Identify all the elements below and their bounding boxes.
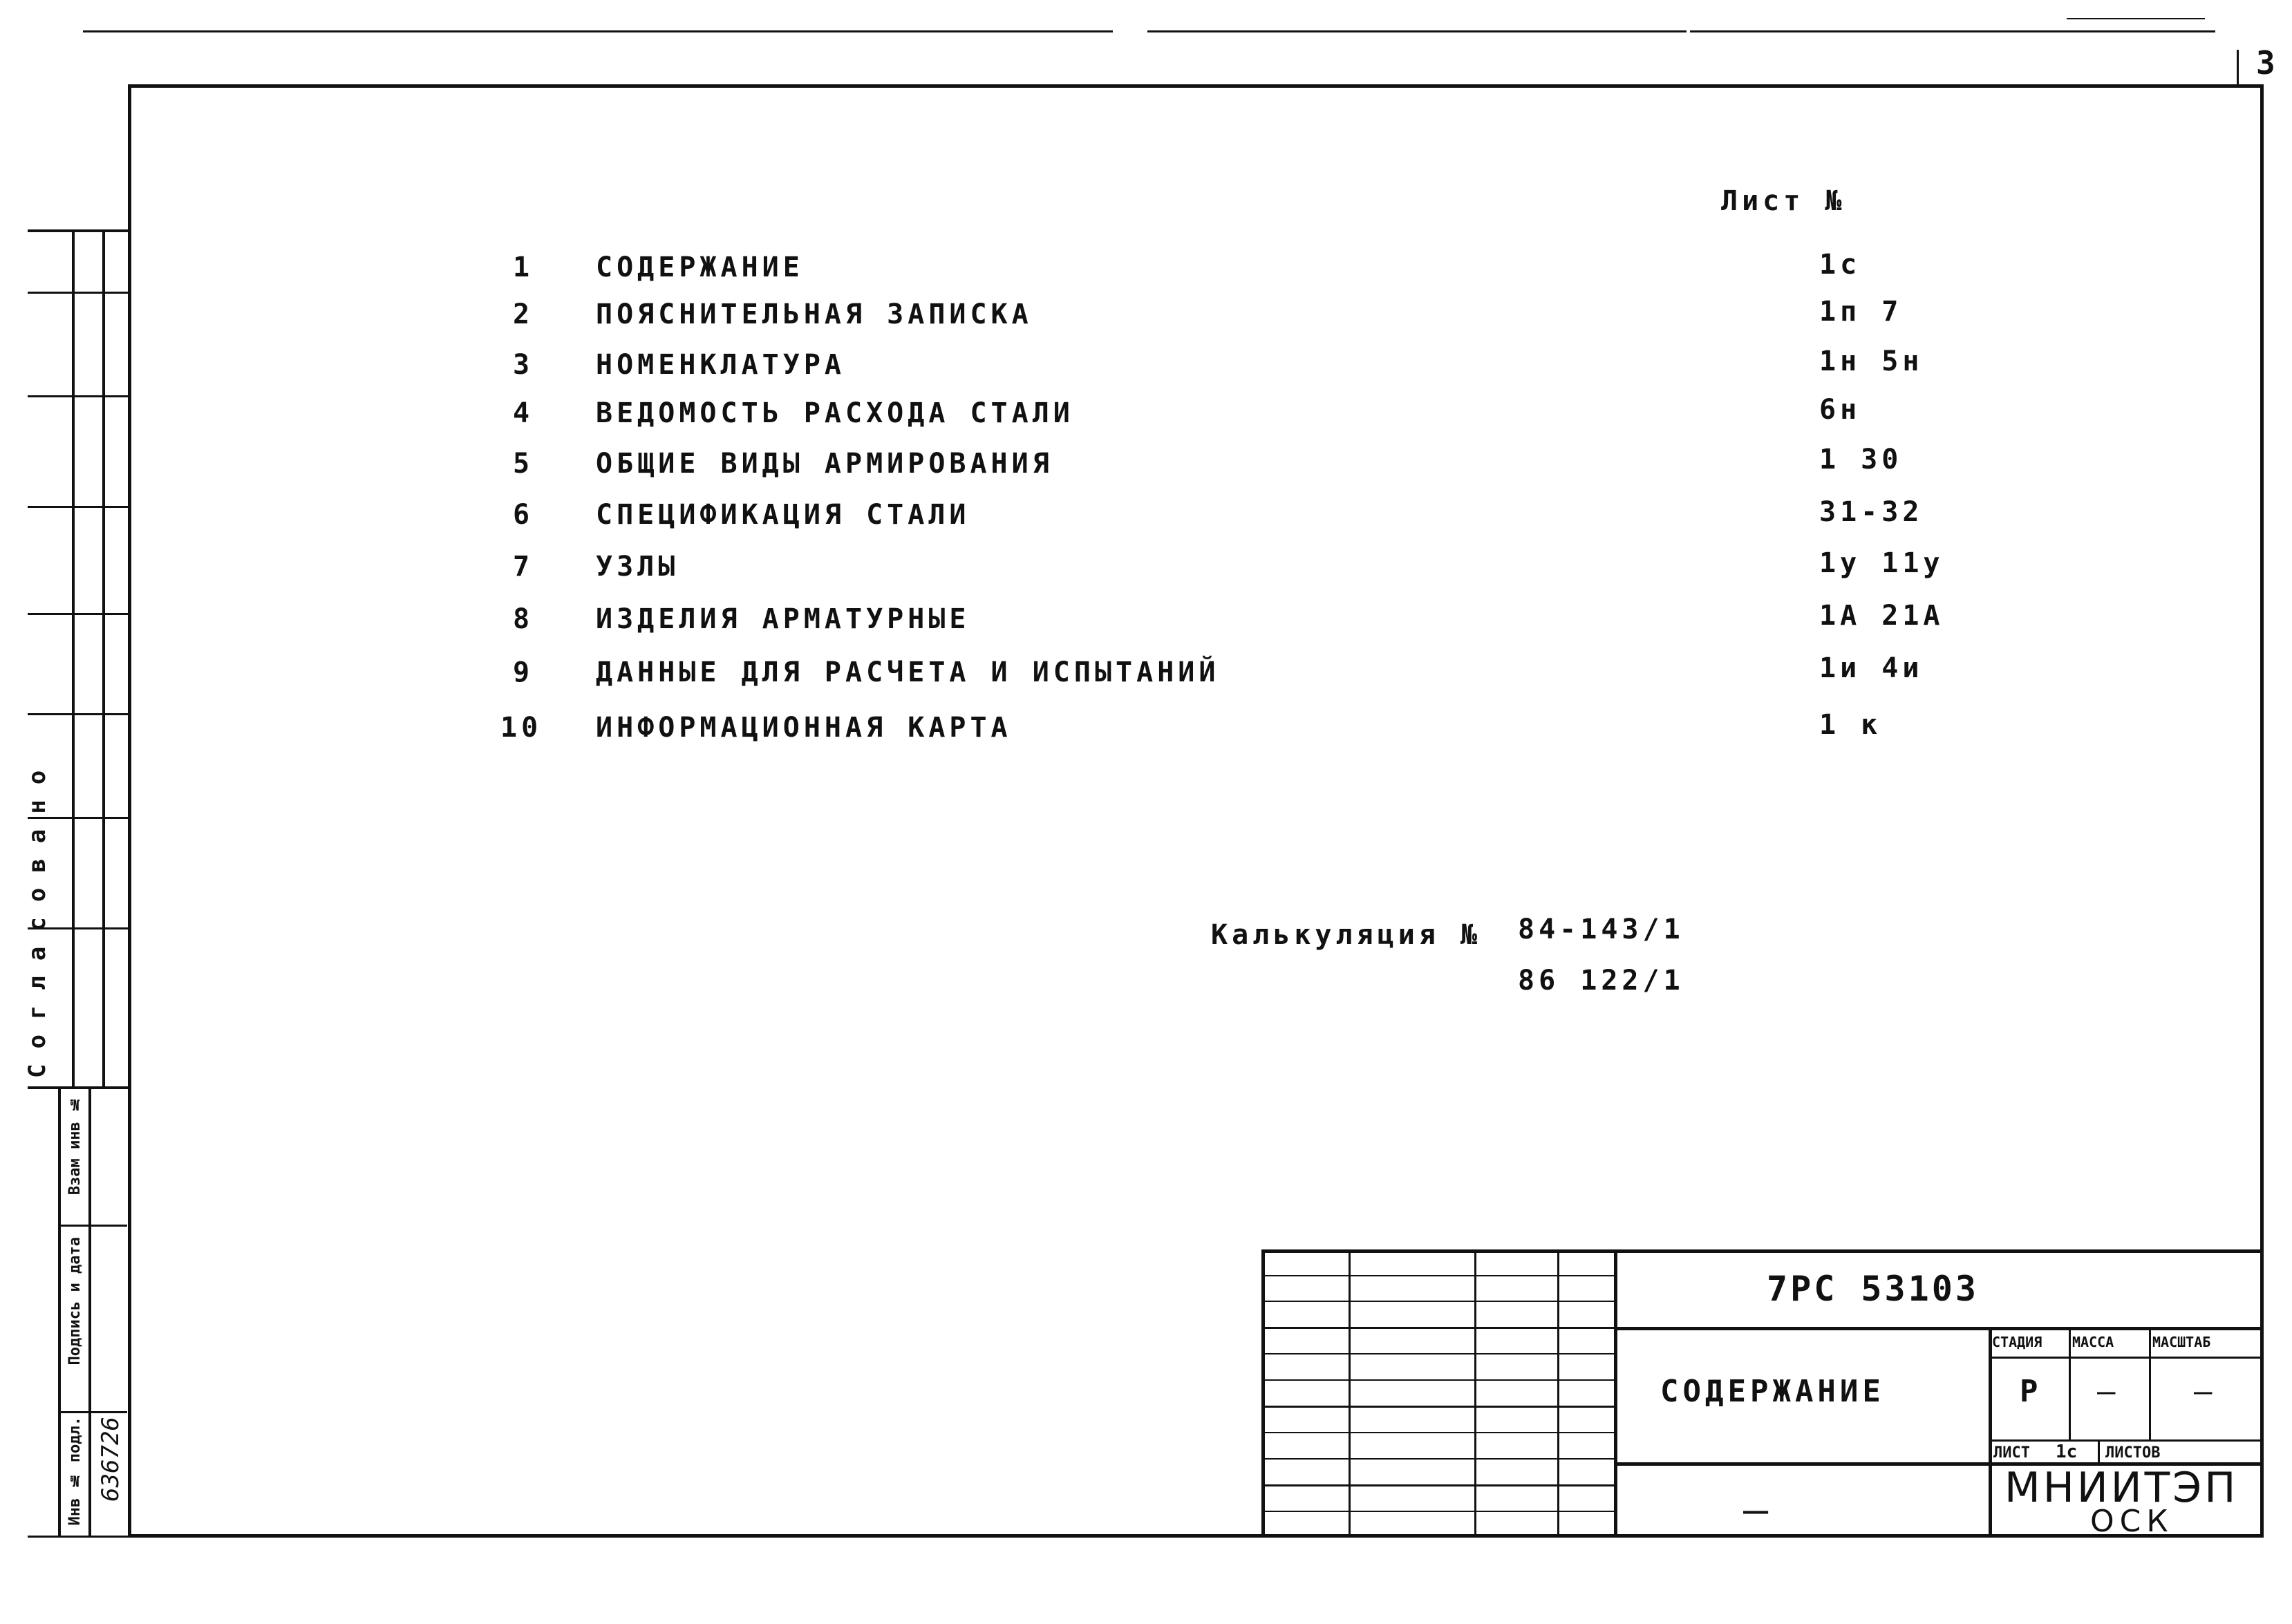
row-title: ОБЩИЕ ВИДЫ АРМИРОВАНИЯ: [596, 448, 1053, 480]
title-dash: —: [1743, 1486, 1773, 1534]
sheets-label: ЛИСТОВ: [2105, 1444, 2161, 1462]
row-title: ИЗДЕЛИЯ АРМАТУРНЫЕ: [596, 603, 970, 635]
scale-value: —: [2194, 1374, 2213, 1409]
calculation-line-2: 86 122/1: [1518, 965, 1684, 997]
row-sheet: 1 30: [1819, 444, 1903, 475]
row-title: СПЕЦИФИКАЦИЯ СТАЛИ: [596, 499, 970, 531]
row-num: 10: [500, 712, 543, 744]
stage-label: СТАДИЯ: [1992, 1334, 2042, 1350]
signature-date-label: Подпись и дата: [66, 1237, 84, 1366]
calculation-label: Калькуляция №: [1211, 919, 1482, 951]
row-sheet: 1А 21А: [1819, 600, 1944, 632]
row-title: УЗЛЫ: [596, 551, 679, 583]
designation: 7РС 53103: [1767, 1269, 1979, 1309]
row-num: 6: [513, 499, 534, 531]
top-line-4: [2067, 18, 2205, 19]
row-sheet: 1с: [1819, 249, 1861, 281]
top-line-1: [83, 30, 1113, 32]
inv-orig-label: Инв № подл.: [66, 1417, 84, 1526]
row-title: НОМЕНКЛАТУРА: [596, 349, 845, 381]
replace-inv-label: Взам инв №: [66, 1095, 84, 1196]
inv-number: 636726: [97, 1417, 124, 1502]
stage-value: Р: [2020, 1374, 2038, 1409]
row-num: 1: [513, 252, 534, 283]
row-sheet: 1н 5н: [1819, 346, 1924, 377]
scale-label: МАСШТАБ: [2152, 1334, 2211, 1350]
right-tick: [2237, 50, 2239, 84]
row-title: СОДЕРЖАНИЕ: [596, 252, 804, 283]
mass-label: МАССА: [2072, 1334, 2114, 1350]
sheet-value: 1с: [2056, 1442, 2078, 1462]
row-sheet: 1у 11у: [1819, 547, 1944, 579]
row-num: 8: [513, 603, 534, 635]
sheet-column-header: Лист №: [1721, 185, 1846, 217]
row-num: 5: [513, 448, 534, 480]
mass-value: —: [2097, 1374, 2116, 1409]
organization-sub: ОСК: [2090, 1504, 2174, 1539]
row-num: 4: [513, 397, 534, 429]
row-sheet: 1и 4и: [1819, 652, 1924, 684]
top-line-2: [1147, 30, 1687, 32]
row-title: ВЕДОМОСТЬ РАСХОДА СТАЛИ: [596, 397, 1074, 429]
row-title: ИНФОРМАЦИОННАЯ КАРТА: [596, 712, 1012, 744]
top-line-3: [1690, 30, 2215, 32]
row-title: ПОЯСНИТЕЛЬНАЯ ЗАПИСКА: [596, 299, 1033, 330]
organization: МНИИТЭП: [2004, 1464, 2239, 1512]
row-sheet: 1 к: [1819, 709, 1882, 741]
row-sheet: 6н: [1819, 394, 1861, 426]
row-num: 7: [513, 551, 534, 583]
document-title: СОДЕРЖАНИЕ: [1660, 1374, 1885, 1409]
row-sheet: 1п 7: [1819, 296, 1903, 328]
row-num: 3: [513, 349, 534, 381]
row-num: 9: [513, 657, 534, 688]
calculation-line-1: 84-143/1: [1518, 914, 1684, 945]
sheet-label: ЛИСТ: [1993, 1444, 2030, 1462]
row-title: ДАННЫЕ ДЛЯ РАСЧЕТА И ИСПЫТАНИЙ: [596, 657, 1220, 688]
row-sheet: 31-32: [1819, 496, 1924, 528]
agreed-label: Согласовано: [24, 755, 51, 1078]
row-num: 2: [513, 299, 534, 330]
page-number: 3: [2256, 44, 2280, 82]
